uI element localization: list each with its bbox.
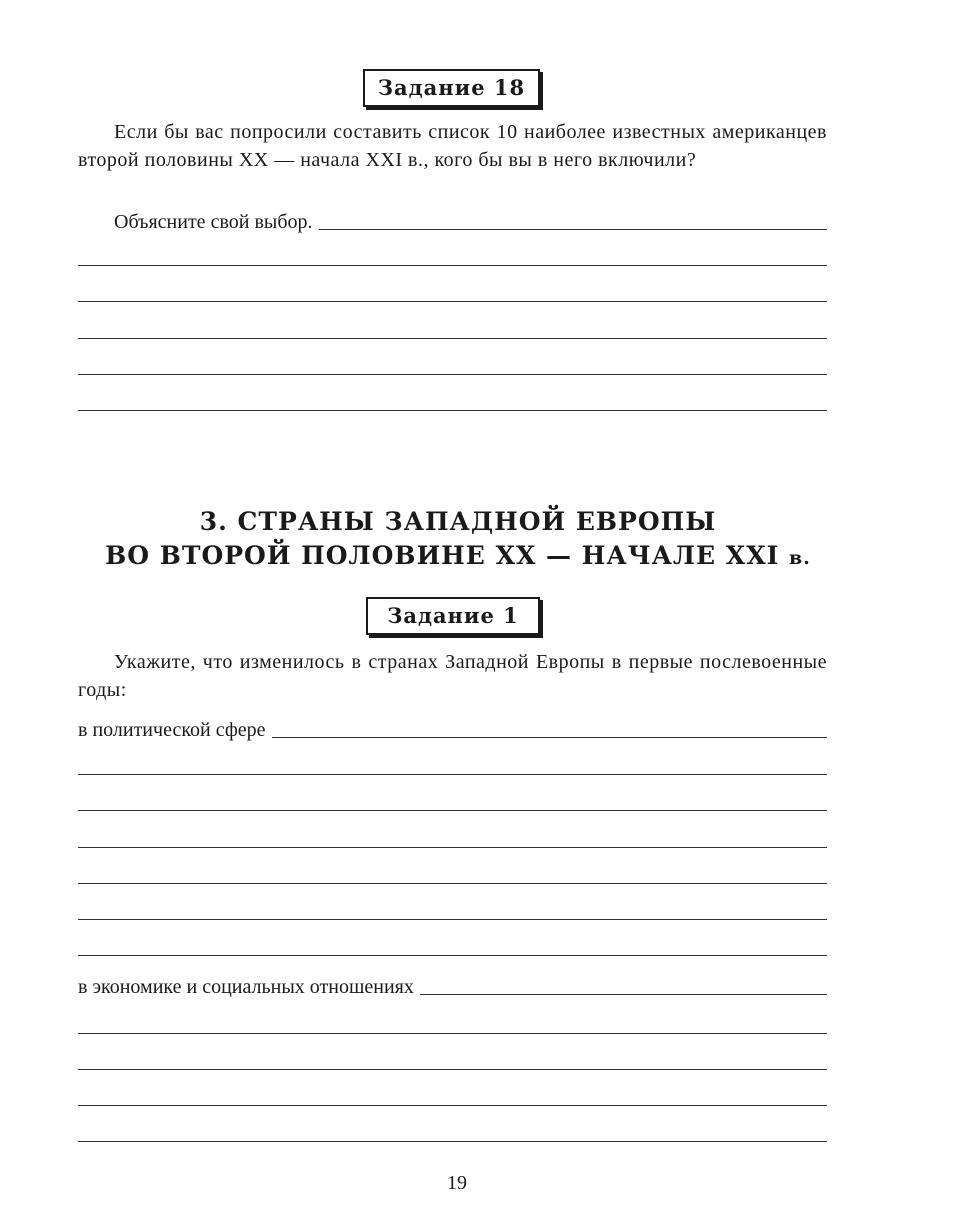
answer-line[interactable] — [78, 1105, 827, 1106]
page-number: 19 — [447, 1172, 467, 1194]
answer-line[interactable] — [78, 774, 827, 775]
answer-line[interactable] — [78, 883, 827, 884]
economy-prompt: в экономике и социальных отношениях — [78, 976, 414, 998]
answer-line[interactable] — [78, 1069, 827, 1070]
task-18-prompt-row[interactable] — [114, 210, 827, 234]
section-title-line-2-main: ВО ВТОРОЙ ПОЛОВИНЕ XX — НАЧАЛЕ XXI — [105, 541, 780, 570]
answer-line[interactable] — [319, 229, 827, 230]
answer-line[interactable] — [78, 265, 827, 266]
answer-line[interactable] — [78, 955, 827, 956]
task-18-question: Если бы вас попросили составить список 10 наиболее известных американцев второй половины XX — начала XXI в., кого бы вы в него включили? — [78, 121, 827, 171]
answer-line[interactable] — [420, 994, 827, 995]
task-1-economy-row[interactable] — [78, 975, 827, 999]
politics-prompt: в политической сфере — [78, 719, 266, 741]
task-18-label: Задание 18 — [363, 69, 540, 107]
section-title — [78, 505, 838, 575]
section-title-line-1: 3. СТРАНЫ ЗАПАДНОЙ ЕВРОПЫ — [199, 507, 717, 536]
answer-line[interactable] — [272, 737, 827, 738]
section-title-line-2 — [78, 539, 838, 575]
task-1-question: Укажите, что изменилось в странах Западной Европы в первые послевоенные годы: — [78, 651, 827, 701]
task-1-label: Задание 1 — [366, 597, 540, 635]
answer-line[interactable] — [78, 1141, 827, 1142]
answer-line[interactable] — [78, 810, 827, 811]
answer-line[interactable] — [78, 374, 827, 375]
task-18-prompt: Объясните свой выбор. — [114, 211, 313, 233]
answer-line[interactable] — [78, 919, 827, 920]
answer-line[interactable] — [78, 338, 827, 339]
section-title-suffix: в. — [789, 547, 811, 569]
answer-line[interactable] — [78, 1033, 827, 1034]
answer-line[interactable] — [78, 847, 827, 848]
answer-line[interactable] — [78, 410, 827, 411]
answer-line[interactable] — [78, 301, 827, 302]
task-1-politics-row[interactable] — [78, 718, 827, 742]
